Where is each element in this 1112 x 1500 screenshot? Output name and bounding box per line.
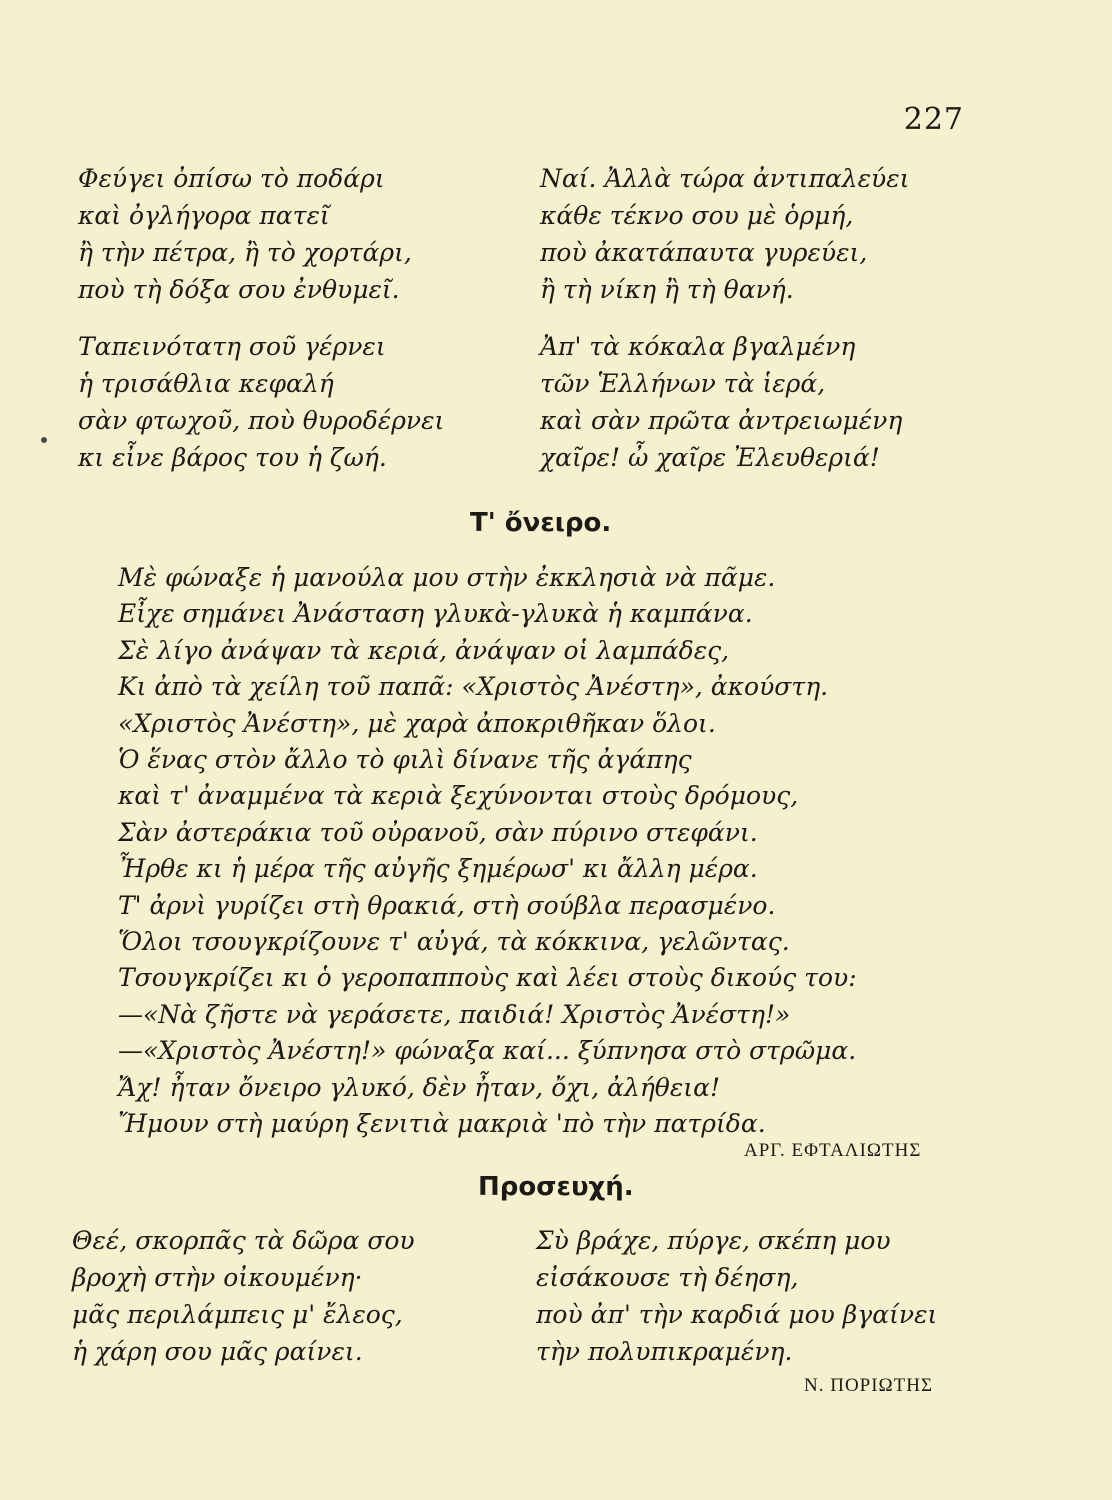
verse-line: Ἀπ' τὰ κόκαλα βγαλμένη — [540, 332, 856, 361]
verse-line: Σὰν ἀστεράκια τοῦ οὐρανοῦ, σὰν πύρινο στεφάνι. — [118, 817, 758, 847]
verse-line: ἡ χάρη σου μᾶς ραίνει. — [72, 1337, 363, 1366]
verse-line: τῶν Ἑλλήνων τὰ ἱερά, — [540, 369, 826, 398]
verse-line: καὶ ὀγλήγορα πατεῖ — [78, 201, 330, 230]
verse-line: —«Χριστὸς Ἀνέστη!» φώναξα καί... ξύπνησα στὸ στρῶμα. — [118, 1036, 857, 1066]
verse-line: Ἦρθε κι ἡ μέρα τῆς αὐγῆς ξημέρωσ' κι ἄλλη μέρα. — [118, 854, 758, 884]
verse-line: Μὲ φώναξε ἡ μανούλα μου στὴν ἐκκλησιὰ νὰ πᾶμε. — [118, 563, 776, 592]
verse-line: βροχὴ στὴν οἰκουμένη· — [72, 1263, 363, 1292]
print-speck — [41, 437, 47, 443]
verse-line: Φεύγει ὀπίσω τὸ ποδάρι — [78, 164, 385, 193]
verse-line: κι εἶνε βάρος του ἡ ζωή. — [78, 443, 387, 472]
poem-title-oneiro: Τ' ὄνειρο. — [470, 508, 612, 538]
page-number: 227 — [903, 102, 964, 137]
verse-line: Ὁ ἕνας στὸν ἄλλο τὸ φιλὶ δίνανε τῆς ἀγάπης — [118, 745, 692, 775]
verse-line: εἰσάκουσε τὴ δέηση, — [536, 1263, 799, 1292]
verse-line: Ὅλοι τσουγκρίζουνε τ' αὐγά, τὰ κόκκινα, γελῶντας. — [118, 927, 790, 957]
poem-oneiro — [118, 560, 857, 1143]
verse-line: Σὲ λίγο ἀνάψαν τὰ κεριά, ἀνάψαν οἱ λαμπάδες, — [118, 635, 730, 665]
verse-line: μᾶς περιλάμπεις μ' ἔλεος, — [72, 1300, 403, 1329]
poem-title-proseuchi: Προσευχή. — [478, 1172, 634, 1202]
verse-line: τὴν πολυπικραμένη. — [536, 1337, 793, 1366]
verse-line: ἢ τὴν πέτρα, ἢ τὸ χορτάρι, — [78, 238, 412, 267]
stanza-right-1 — [540, 160, 909, 308]
author-eftaliotis: ΑΡΓ. ΕΦΤΑΛΙΩΤΗΣ — [744, 1140, 922, 1161]
verse-line: ποὺ ἀκατάπαυτα γυρεύει, — [540, 238, 868, 267]
stanza-left-1 — [78, 160, 412, 308]
stanza-prayer-right — [536, 1222, 937, 1370]
verse-line: Ταπεινότατη σοῦ γέρνει — [78, 332, 386, 361]
verse-line: Θεέ, σκορπᾶς τὰ δῶρα σου — [72, 1226, 415, 1255]
verse-line: «Χριστὸς Ἀνέστη», μὲ χαρὰ ἀποκριθῆκαν ὅλοι. — [118, 708, 716, 738]
verse-line: ποὺ ἀπ' τὴν καρδιά μου βγαίνει — [536, 1300, 938, 1329]
stanza-prayer-left — [72, 1222, 415, 1370]
verse-line: ἢ τὴ νίκη ἢ τὴ θανή. — [540, 275, 794, 304]
verse-line: Κι ἀπὸ τὰ χείλη τοῦ παπᾶ: «Χριστὸς Ἀνέστη», ἀκούστη. — [118, 672, 829, 702]
verse-line: καὶ τ' ἀναμμένα τὰ κεριὰ ξεχύνονται στοὺς δρόμους, — [118, 781, 799, 811]
verse-line: ποὺ τὴ δόξα σου ἐνθυμεῖ. — [78, 275, 400, 304]
stanza-right-2 — [540, 328, 902, 476]
verse-line: χαῖρε! ὦ χαῖρε Ἐλευθεριά! — [540, 443, 880, 472]
verse-line: Τ' ἀρνὶ γυρίζει στὴ θρακιά, στὴ σούβλα περασμένο. — [118, 890, 776, 920]
verse-line: Ἤμουν στὴ μαύρη ξενιτιὰ μακριὰ 'πὸ τὴν πατρίδα. — [118, 1109, 766, 1139]
verse-line: Τσουγκρίζει κι ὁ γεροπαπποὺς καὶ λέει στοὺς δικούς του: — [118, 963, 857, 993]
verse-line: Εἶχε σημάνει Ἀνάσταση γλυκὰ-γλυκὰ ἡ καμπάνα. — [118, 599, 753, 629]
verse-line: κάθε τέκνο σου μὲ ὁρμή, — [540, 201, 854, 230]
verse-line: σὰν φτωχοῦ, ποὺ θυροδέρνει — [78, 406, 445, 435]
stanza-left-2 — [78, 328, 444, 476]
verse-line: Ἄχ! ἦταν ὄνειρο γλυκό, δὲν ἦταν, ὄχι, ἀλήθεια! — [118, 1072, 721, 1102]
verse-line: Σὺ βράχε, πύργε, σκέπη μου — [536, 1226, 891, 1255]
verse-line: καὶ σὰν πρῶτα ἀντρειωμένη — [540, 406, 903, 435]
verse-line: Ναί. Ἀλλὰ τώρα ἀντιπαλεύει — [540, 164, 910, 193]
author-poriotis: Ν. ΠΟΡΙΩΤΗΣ — [804, 1375, 934, 1396]
verse-line: —«Νὰ ζῆστε νὰ γεράσετε, παιδιά! Χριστὸς Ἀνέστη!» — [118, 999, 791, 1029]
verse-line: ἡ τρισάθλια κεφαλή — [78, 369, 334, 398]
